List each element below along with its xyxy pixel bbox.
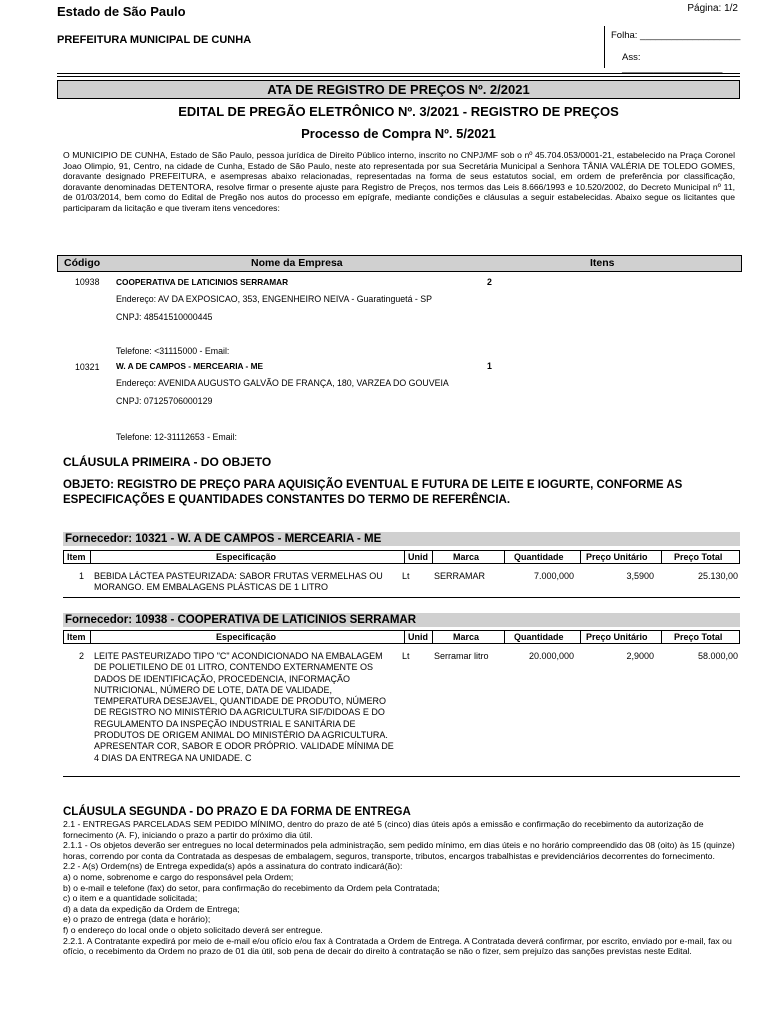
company-endereco: Endereço: AV DA EXPOSICAO, 353, ENGENHEIRO NEIVA - Guaratinguetá - SP bbox=[116, 294, 433, 304]
header-nome: Nome da Empresa bbox=[251, 257, 343, 269]
page-number: Página: 1/2 bbox=[687, 3, 738, 14]
prefeitura-name: PREFEITURA MUNICIPAL DE CUNHA bbox=[57, 34, 252, 46]
paragraph: a) o nome, sobrenome e cargo do responsável pela Ordem; bbox=[63, 871, 294, 882]
col-quantidade: Quantidade bbox=[514, 552, 564, 562]
col-preco-unitario: Preço Unitário bbox=[586, 632, 648, 642]
company-endereco: Endereço: AVENIDA AUGUSTO GALVÃO DE FRANÇA, 180, VARZEA DO GOUVEIA bbox=[116, 378, 449, 388]
col-unid: Unid bbox=[408, 632, 428, 642]
item-especificacao: BEBIDA LÁCTEA PASTEURIZADA: SABOR FRUTAS VERMELHAS OU MORANGO. EM EMBALAGENS PLÁSTICAS DE 1 LITRO bbox=[94, 571, 383, 593]
clausula-segunda-title: CLÁUSULA SEGUNDA - DO PRAZO E DA FORMA DE ENTREGA bbox=[63, 806, 411, 818]
items-table-header bbox=[63, 630, 740, 644]
item-unid: Lt bbox=[402, 651, 410, 661]
processo-title: Processo de Compra Nº. 5/2021 bbox=[301, 126, 496, 141]
col-unid: Unid bbox=[408, 552, 428, 562]
col-preco-total: Preço Total bbox=[674, 552, 723, 562]
paragraph: 2.1.1 - Os objetos deverão ser entregues no local determinados pela administração, sem pedido mínimo, em dias úteis e no horário compreendido das 08 (oito) às 15 (quinze) horas, correndo por conta da Contratada as despesas de embalagem, seguros, transporte, tributos, encargos trabalhistas e previdenciários decorrentes do fornecimento. bbox=[63, 840, 735, 861]
header-codigo: Código bbox=[64, 257, 101, 269]
clausula-primeira-title: CLÁUSULA PRIMEIRA - DO OBJETO bbox=[63, 455, 272, 469]
ass-label: Ass: ___________________ bbox=[622, 52, 723, 74]
col-preco-total: Preço Total bbox=[674, 632, 723, 642]
item-especificacao: LEITE PASTEURIZADO TIPO "C" ACONDICIONADO NA EMBALAGEM DE POLIETILENO DE 01 LITRO, CONTENDO EXTERNAMENTE OS DADOS DE IDENTIFICAÇÃO, PROCEDENCIA, INFORMAÇÃO NUTRICIONAL, NÚMERO DE LOTE, DATA DE VALIDADE, TEMPERATURA DESEJAVEL, QUANTIDADE DE PRODUTO, NÚMERO DE REGISTRO NO MINISTÉRIO DA AGRICULTURA SIF/DIDOAS E DO REGULAMENTO DA INSPEÇÃO INDUSTRIAL E SANITÁRIA DE PRODUTOS DE ORIGEM ANIMAL DO MINISTÉRIO DA AGRICULTURA. APRESENTAR COR, SABOR E ODOR PRÓPRIO. VALIDADE MÍNIMA DE 4 DIAS DA ENTREGA NA UNIDADE. C bbox=[94, 651, 394, 763]
company-telefone: Telefone: 12-31112653 - Email: bbox=[116, 432, 237, 442]
intro-paragraph: O MUNICIPIO DE CUNHA, Estado de São Paulo, pessoa jurídica de Direito Público interno, inscrito no CNPJ/MF sob o nº 45.704.053/0001-21, estabelecido na Praça Coronel Joao Olimpio, 91, Centro, na cidade de Cunha, Estado de São Paulo, neste ato representada por sua Secretária Municipal a Senhora TÂNIA VALÉRIA DE TOLEDO GOMES, doravante designado PREFEITURA, e asempresas abaixo relacionadas, representadas na forma de seus estatutos social, em ordem de preferência por classificação, doravante denominadas DETENTORA, resolve firmar o presente ajuste para Registro de Preços, nos termos das Leis 8.666/1993 e 10.520/2002, do Decreto Municipal nº 11, de 01/03/2014, bem como do Edital de Pregão nos autos do processo em epígrafe, mediante condições e cláusulas a seguir estabelecidas. Abaixo segue os licitantes que participaram da licitação e que tiveram itens vencedores: bbox=[63, 150, 735, 213]
paragraph: 2.2.1. A Contratante expedirá por meio de e-mail e/ou ofício e/ou fax à Contratada a Ordem de Entrega. A Contratada deverá confirmar, por escrito, enviado por e-mail, fax ou ofício, o recebimento da Ordem no prazo de 01 dia útil, sob pena de decair do direito à contratação se não o fizer, sem prejuízo das sanções previstas neste Edital. bbox=[63, 935, 732, 957]
item-number: 2 bbox=[78, 651, 84, 661]
paragraph: 2.2 - A(s) Ordem(ns) de Entrega expedida(s) após a assinatura do contrato indicará(ão): bbox=[63, 861, 403, 872]
companies-table-header bbox=[57, 255, 742, 272]
company-codigo: 10938 bbox=[75, 277, 100, 287]
item-preco-total: 58.000,00 bbox=[697, 651, 738, 661]
paragraph: c) o item e a quantidade solicitada; bbox=[63, 893, 198, 904]
company-itens: 1 bbox=[487, 361, 492, 371]
edital-title: EDITAL DE PREGÃO ELETRÔNICO Nº. 3/2021 - REGISTRO DE PREÇOS bbox=[178, 104, 619, 119]
col-marca: Marca bbox=[453, 632, 480, 642]
item-divider bbox=[63, 597, 740, 598]
company-cnpj: CNPJ: 48541510000445 bbox=[116, 312, 213, 322]
company-itens: 2 bbox=[487, 277, 492, 287]
item-marca: SERRAMAR bbox=[434, 571, 486, 581]
company-telefone: Telefone: <31115000 - Email: bbox=[116, 346, 230, 356]
paragraph: 2.1 - ENTREGAS PARCELADAS SEM PEDIDO MÍNIMO, dentro do prazo de até 5 (cinco) dias úteis após a emissão e confirmação do recebimento da autorização de fornecimento (A. F), iniciando o prazo a partir do próximo dia útil. bbox=[63, 819, 704, 840]
item-marca: Serramar litro bbox=[434, 651, 489, 661]
header-itens: Itens bbox=[590, 257, 615, 269]
paragraph: f) o endereço do local onde o objeto solicitado deverá ser entregue. bbox=[63, 924, 323, 935]
state-name: Estado de São Paulo bbox=[57, 4, 186, 19]
paragraph: d) a data da expedição da Ordem de Entrega; bbox=[63, 903, 240, 914]
signature-box bbox=[604, 26, 741, 74]
item-preco-unitario: 3,5900 bbox=[626, 571, 654, 581]
item-unid: Lt bbox=[402, 571, 410, 581]
company-cnpj: CNPJ: 07125706000129 bbox=[116, 396, 213, 406]
fornecedor-title: Fornecedor: 10321 - W. A DE CAMPOS - MERCEARIA - ME bbox=[63, 532, 740, 546]
item-preco-unitario: 2,9000 bbox=[626, 651, 654, 661]
col-especificacao: Especificação bbox=[216, 552, 277, 562]
item-number: 1 bbox=[78, 571, 84, 581]
objeto-text: OBJETO: REGISTRO DE PREÇO PARA AQUISIÇÃO EVENTUAL E FUTURA DE LEITE E IOGURTE, CONFORME AS ESPECIFICAÇÕES E QUANTIDADES CONSTANTES DO TERMO DE REFERÊNCIA. bbox=[63, 479, 683, 506]
folha-label: Folha: ___________________ bbox=[611, 30, 741, 41]
item-quantidade: 7.000,000 bbox=[533, 571, 574, 581]
ata-title: ATA DE REGISTRO DE PREÇOS Nº. 2/2021 bbox=[57, 80, 740, 99]
header-divider-2 bbox=[57, 76, 740, 77]
col-item: Item bbox=[67, 552, 86, 562]
clausula-segunda-body bbox=[63, 819, 739, 957]
fornecedor-title: Fornecedor: 10938 - COOPERATIVA DE LATICINIOS SERRAMAR bbox=[63, 613, 740, 627]
header-divider bbox=[57, 73, 740, 74]
paragraph: e) o prazo de entrega (data e horário); bbox=[63, 914, 211, 925]
item-divider bbox=[63, 776, 740, 777]
col-especificacao: Especificação bbox=[216, 632, 277, 642]
item-quantidade: 20.000,000 bbox=[528, 651, 574, 661]
col-marca: Marca bbox=[453, 552, 480, 562]
col-item: Item bbox=[67, 632, 86, 642]
company-codigo: 10321 bbox=[75, 362, 100, 372]
company-nome: COOPERATIVA DE LATICINIOS SERRAMAR bbox=[116, 277, 289, 287]
col-quantidade: Quantidade bbox=[514, 632, 564, 642]
items-table-header bbox=[63, 550, 740, 564]
col-preco-unitario: Preço Unitário bbox=[586, 552, 648, 562]
item-preco-total: 25.130,00 bbox=[697, 571, 738, 581]
company-nome: W. A DE CAMPOS - MERCEARIA - ME bbox=[116, 361, 264, 371]
paragraph: b) o e-mail e telefone (fax) do setor, para confirmação do recebimento da Ordem pela Contratada; bbox=[63, 882, 440, 893]
